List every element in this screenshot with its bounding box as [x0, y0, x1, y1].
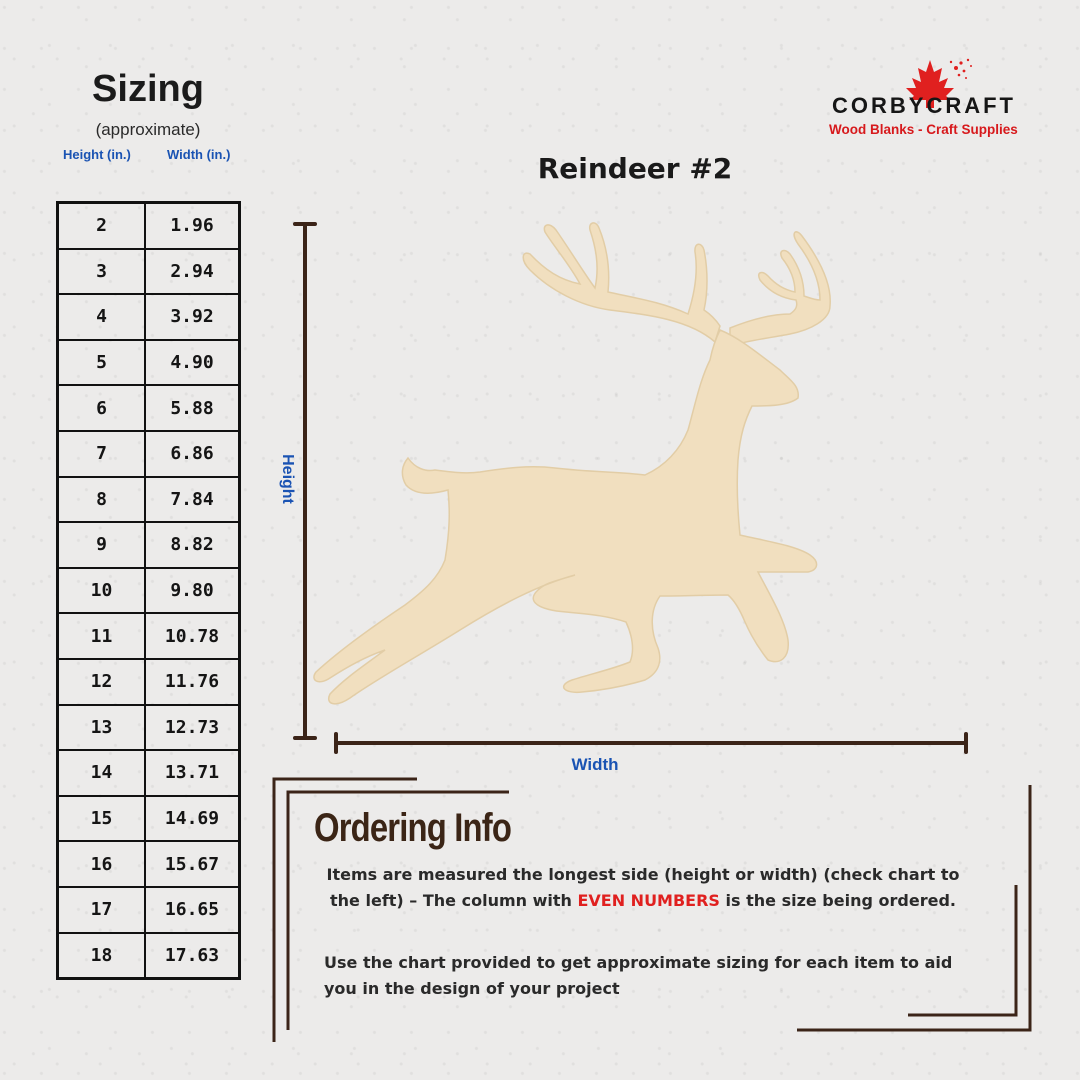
- brand-tagline: Wood Blanks - Craft Supplies: [829, 122, 1018, 137]
- height-cell: 18: [58, 933, 146, 979]
- width-cell: 2.94: [145, 249, 240, 295]
- height-cell: 17: [58, 887, 146, 933]
- height-cell: 9: [58, 522, 146, 568]
- reindeer-silhouette: [314, 223, 830, 704]
- width-column-header: Width (in.): [167, 147, 231, 162]
- width-cell: 8.82: [145, 522, 240, 568]
- height-cell: 8: [58, 477, 146, 523]
- height-cell: 13: [58, 705, 146, 751]
- height-cell: 4: [58, 294, 146, 340]
- height-cell: 3: [58, 249, 146, 295]
- reindeer-diagram: [290, 210, 990, 770]
- table-row: [58, 385, 240, 431]
- width-cell: 16.65: [145, 887, 240, 933]
- width-cell: 7.84: [145, 477, 240, 523]
- width-cell: 6.86: [145, 431, 240, 477]
- width-cell: 10.78: [145, 613, 240, 659]
- height-cell: 7: [58, 431, 146, 477]
- brand-name: CORBYCRAFT: [832, 93, 1016, 118]
- width-cell: 15.67: [145, 841, 240, 887]
- table-row: [58, 659, 240, 705]
- ordering-text-part: Items are measured the longest side (height or width) (check chart to the left) – The column with: [326, 865, 960, 910]
- ordering-text-part: is the size being ordered.: [719, 891, 956, 910]
- table-row: [58, 705, 240, 751]
- table-row: [58, 203, 240, 249]
- height-cell: 6: [58, 385, 146, 431]
- table-row: [58, 294, 240, 340]
- height-column-header: Height (in.): [63, 147, 131, 162]
- table-row: [58, 933, 240, 979]
- width-cell: 4.90: [145, 340, 240, 386]
- width-axis-label: Width: [571, 755, 619, 774]
- table-row: [58, 887, 240, 933]
- width-cell: 11.76: [145, 659, 240, 705]
- sizing-table: [56, 201, 241, 980]
- width-cell: 12.73: [145, 705, 240, 751]
- table-row: [58, 522, 240, 568]
- table-row: [58, 340, 240, 386]
- height-cell: 11: [58, 613, 146, 659]
- table-row: [58, 796, 240, 842]
- sizing-subtitle: (approximate): [95, 120, 201, 139]
- width-cell: 13.71: [145, 750, 240, 796]
- table-row: [58, 249, 240, 295]
- height-cell: 12: [58, 659, 146, 705]
- height-dimension-line: [295, 224, 315, 738]
- width-cell: 14.69: [145, 796, 240, 842]
- table-row: [58, 613, 240, 659]
- even-numbers-emphasis: EVEN NUMBERS: [577, 891, 720, 910]
- sizing-title: Sizing: [92, 68, 204, 110]
- table-row: [58, 477, 240, 523]
- height-cell: 2: [58, 203, 146, 249]
- height-cell: 5: [58, 340, 146, 386]
- height-cell: 14: [58, 750, 146, 796]
- table-row: [58, 431, 240, 477]
- table-row: [58, 750, 240, 796]
- width-cell: 17.63: [145, 933, 240, 979]
- height-cell: 10: [58, 568, 146, 614]
- product-title: Reindeer #2: [537, 152, 733, 185]
- height-cell: 15: [58, 796, 146, 842]
- height-cell: 16: [58, 841, 146, 887]
- width-cell: 5.88: [145, 385, 240, 431]
- ordering-info-text: [318, 862, 968, 914]
- ordering-info-title: Ordering Info: [314, 806, 512, 850]
- width-cell: 3.92: [145, 294, 240, 340]
- ordering-info-note: Use the chart provided to get approximate sizing for each item to aid you in the design of your project: [324, 953, 953, 998]
- width-dimension-line: [336, 734, 966, 752]
- width-cell: 9.80: [145, 568, 240, 614]
- table-row: [58, 841, 240, 887]
- table-row: [58, 568, 240, 614]
- width-cell: 1.96: [145, 203, 240, 249]
- height-axis-label: Height: [279, 454, 296, 504]
